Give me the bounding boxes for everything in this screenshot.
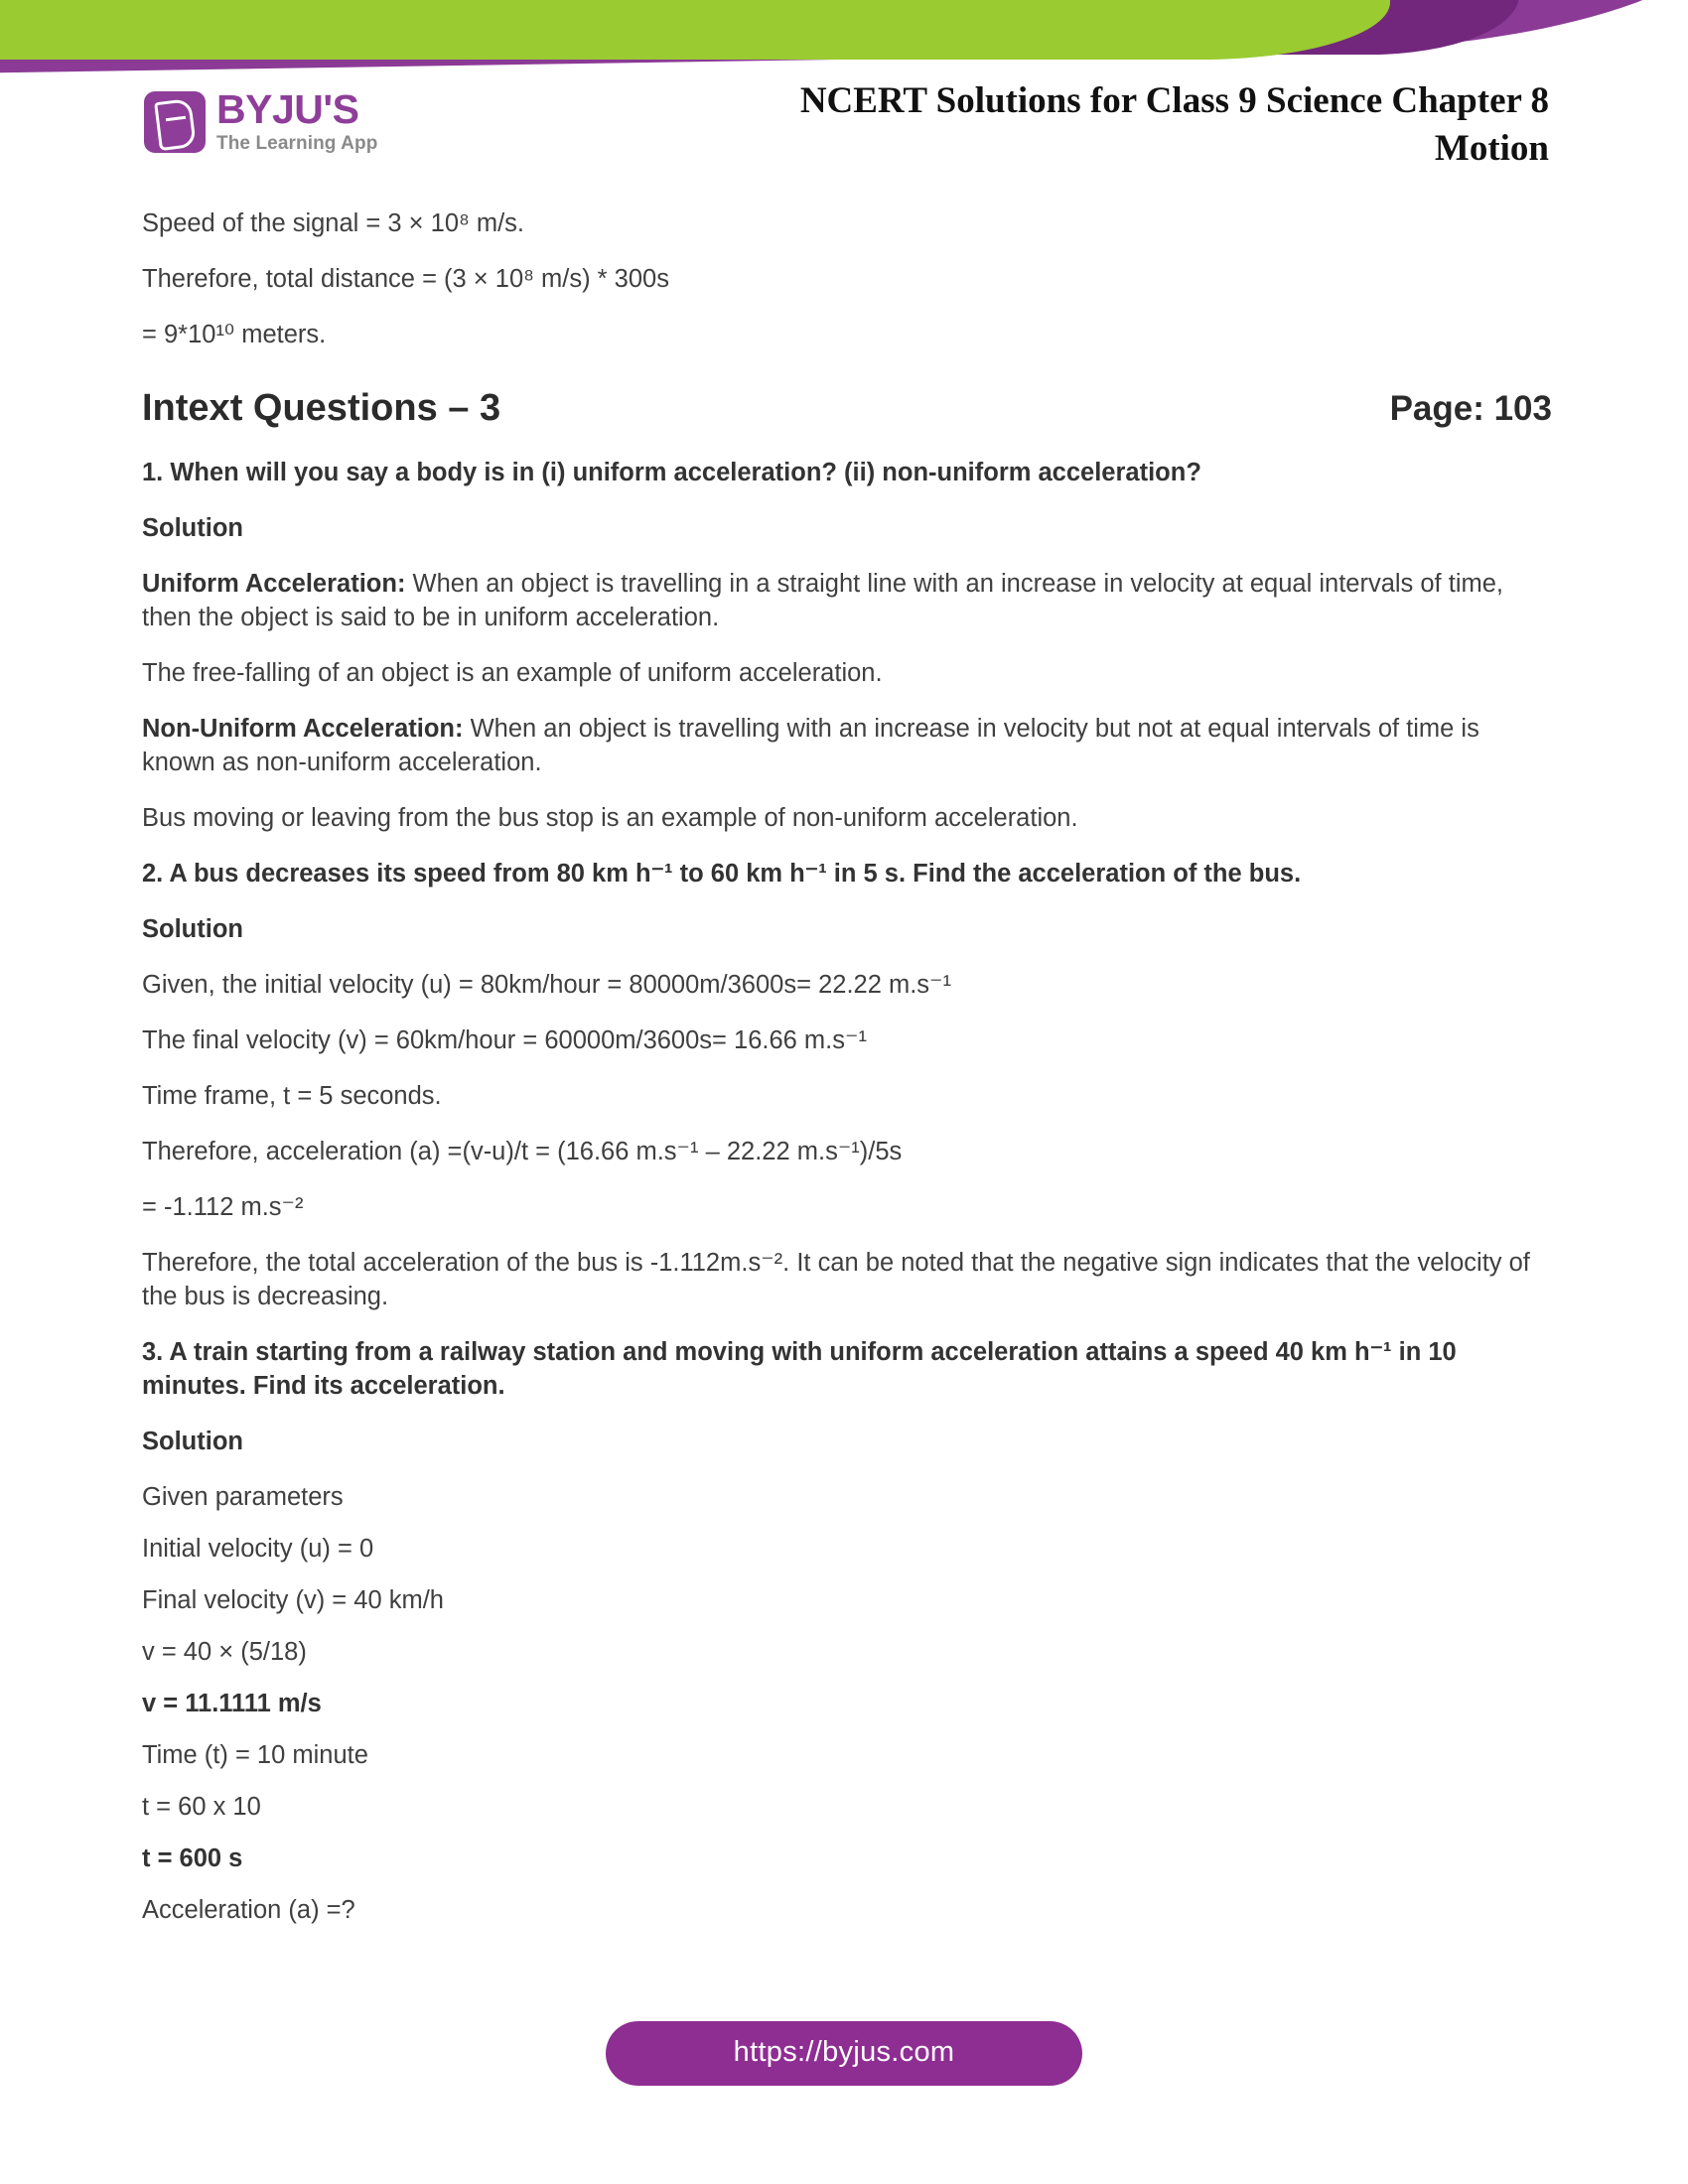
- uniform-acceleration-term: Uniform Acceleration:: [142, 570, 406, 598]
- uniform-acceleration-desc: When an object is travelling in a straight line with an increase in velocity at equal intervals of time, then the object is said to be in uniform acceleration.: [142, 570, 1503, 631]
- question-1-para-4: Bus moving or leaving from the bus stop is an example of non-uniform acceleration.: [142, 804, 1078, 832]
- page-number-label: Page: 103: [1389, 389, 1552, 428]
- question-3-line-4: v = 40 × (5/18): [142, 1638, 307, 1666]
- question-1-para-1: [142, 567, 1552, 656]
- question-3-line-5: v = 11.1111 m/s: [142, 1690, 322, 1717]
- question-2-line-2: The final velocity (v) = 60km/hour = 60000m/3600s= 16.66 m.s⁻¹: [142, 1026, 867, 1054]
- question-2-line-3: Time frame, t = 5 seconds.: [142, 1082, 442, 1110]
- question-1-solution-label: Solution: [142, 514, 243, 542]
- non-uniform-acceleration-desc: When an object is travelling with an increase in velocity but not at equal intervals of time is known as non-uniform acceleration.: [142, 715, 1479, 776]
- question-3-solution-label: Solution: [142, 1428, 243, 1455]
- pre-line-3: = 9*10¹⁰ meters.: [142, 321, 327, 348]
- question-2-line-5: = -1.112 m.s⁻²: [142, 1193, 304, 1221]
- logo-b-glyph-icon: [154, 98, 197, 151]
- question-2-text: 2. A bus decreases its speed from 80 km h⁻¹ to 60 km h⁻¹ in 5 s. Find the acceleration of the bus.: [142, 860, 1302, 887]
- document-title: [800, 77, 1549, 173]
- byjus-logo: [144, 86, 378, 155]
- question-3-line-1: Given parameters: [142, 1483, 344, 1511]
- byjus-logo-mark-icon: [144, 91, 206, 153]
- question-1-para-3: [142, 712, 1552, 801]
- document-title-line1: NCERT Solutions for Class 9 Science Chapter 8: [799, 80, 1549, 121]
- pre-line-1: Speed of the signal = 3 × 10⁸ m/s.: [142, 209, 525, 237]
- byjus-wordmark: BYJU'S: [216, 86, 359, 132]
- question-1-text: 1. When will you say a body is in (i) uniform acceleration? (ii) non-uniform acceleration?: [142, 459, 1201, 486]
- green-band: [0, 0, 1390, 60]
- section-title: Intext Questions – 3: [142, 387, 501, 429]
- byjus-url-button[interactable]: https://byjus.com: [606, 2021, 1082, 2086]
- question-1-para-2: The free-falling of an object is an example of uniform acceleration.: [142, 659, 883, 687]
- question-3-line-9: Acceleration (a) =?: [142, 1896, 355, 1924]
- non-uniform-acceleration-term: Non-Uniform Acceleration:: [142, 715, 464, 743]
- page-footer: [0, 2021, 1688, 2086]
- question-2-line-6: Therefore, the total acceleration of the bus is -1.112m.s⁻². It can be noted that the negative sign indicates that the velocity of the bus is decreasing.: [142, 1249, 1530, 1310]
- question-3-line-6: Time (t) = 10 minute: [142, 1741, 368, 1769]
- question-3-text: 3. A train starting from a railway station and moving with uniform acceleration attains a speed 40 km h⁻¹ in 10 minutes. Find its acceleration.: [142, 1338, 1457, 1400]
- question-2-line-1: Given, the initial velocity (u) = 80km/hour = 80000m/3600s= 22.22 m.s⁻¹: [142, 971, 952, 999]
- document-body: [142, 206, 1552, 1945]
- section-header: [142, 373, 1552, 456]
- document-title-line2: Motion: [1434, 128, 1549, 169]
- question-3-line-8: t = 600 s: [142, 1844, 243, 1872]
- pre-line-2: Therefore, total distance = (3 × 10⁸ m/s) * 300s: [142, 265, 669, 293]
- question-3-line-3: Final velocity (v) = 40 km/h: [142, 1586, 444, 1614]
- byjus-logo-text: [216, 86, 378, 155]
- question-3-line-7: t = 60 x 10: [142, 1793, 261, 1821]
- header-decoration-bands: [0, 0, 1688, 89]
- page-header: [0, 77, 1688, 187]
- byjus-tagline: The Learning App: [216, 133, 378, 154]
- question-3-line-2: Initial velocity (u) = 0: [142, 1535, 374, 1563]
- question-2-solution-label: Solution: [142, 915, 243, 943]
- question-2-line-4: Therefore, acceleration (a) =(v-u)/t = (16.66 m.s⁻¹ – 22.22 m.s⁻¹)/5s: [142, 1138, 903, 1165]
